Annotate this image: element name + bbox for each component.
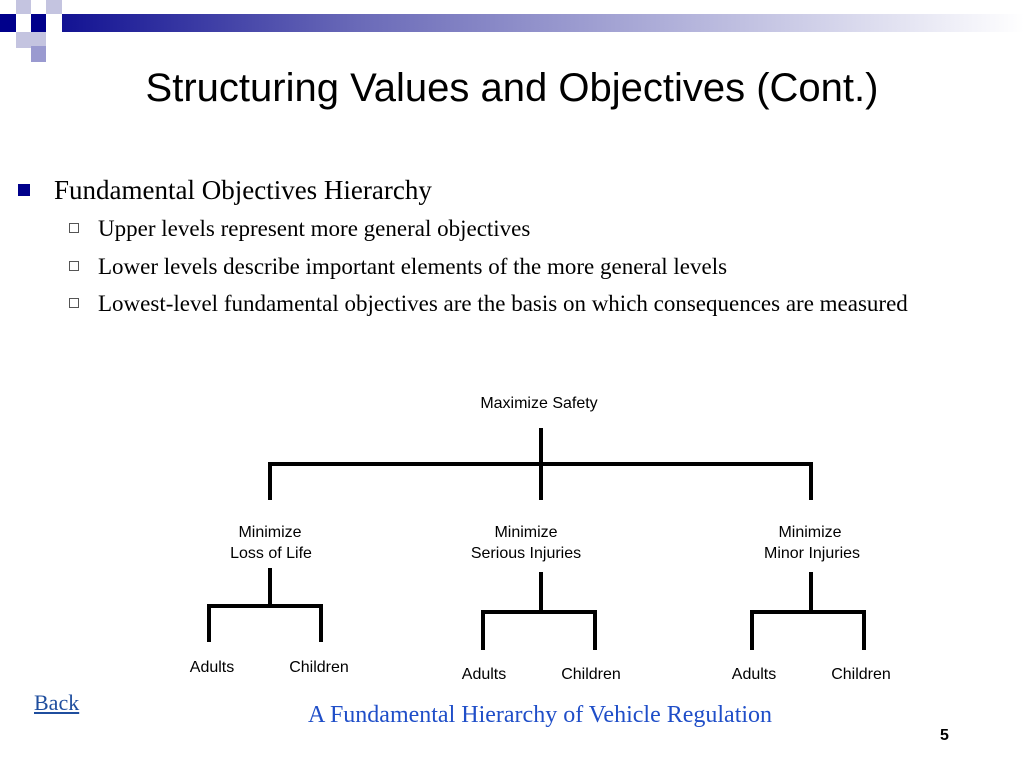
branch-node-line2: Minor Injuries [763,545,861,562]
leaf-node: Children [561,666,621,683]
diagram-caption: A Fundamental Hierarchy of Vehicle Regulation [307,702,773,728]
leaf-node: Adults [189,659,235,676]
leaf-node: Children [831,666,891,683]
slide-title: Structuring Values and Objectives (Cont.) [145,66,879,110]
sub-bullet-text: Lowest-level fundamental objectives are the basis on which consequences are measured [98,291,908,316]
page-number: 5 [940,727,949,744]
sub-bullet-text: Upper levels represent more general objectives [98,216,531,241]
sub-bullet-text: Lower levels describe important elements of the more general levels [98,254,728,279]
root-node: Maximize Safety [480,395,598,412]
branch-node-line1: Minimize [494,524,558,541]
branch-node-line2: Loss of Life [230,545,312,562]
branch-node-line1: Minimize [778,524,842,541]
branch-node-line2: Serious Injuries [470,545,582,562]
back-link[interactable]: Back [34,690,80,715]
bullet-main-text: Fundamental Objectives Hierarchy [54,175,432,205]
leaf-node: Children [289,659,349,676]
leaf-node: Adults [731,666,777,683]
leaf-node: Adults [461,666,507,683]
branch-node-line1: Minimize [238,524,302,541]
